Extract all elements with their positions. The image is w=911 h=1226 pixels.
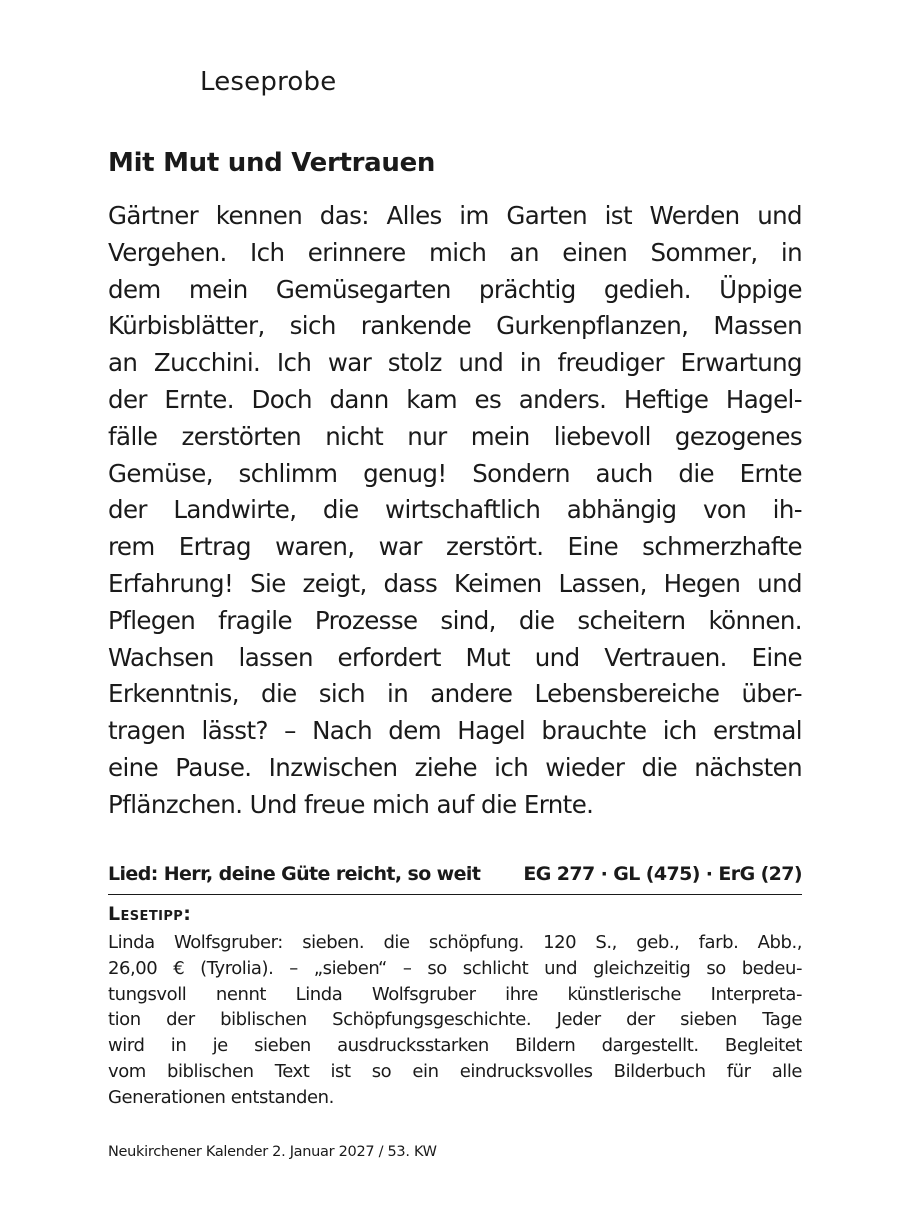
- body-line: an Zucchini. Ich war stolz und in freudiger Erwartung: [108, 348, 802, 378]
- section-divider: [108, 894, 802, 895]
- page-kicker: Leseprobe: [200, 67, 337, 97]
- body-line: Vergehen. Ich erinnere mich an einen Sommer, in: [108, 237, 802, 267]
- tip-line: Linda Wolfsgruber: sieben. die schöpfung. 120 S., geb., farb. Abb.,: [108, 932, 802, 953]
- page-footer: Neukirchener Kalender 2. Januar 2027 / 53. KW: [108, 1144, 437, 1160]
- article-title: Mit Mut und Vertrauen: [108, 148, 436, 178]
- body-line: eine Pause. Inzwischen ziehe ich wieder die nächsten: [108, 752, 802, 782]
- tip-line: 26,00 € (Tyrolia). – „sieben“ – so schlicht und gleichzeitig so bedeu-: [108, 957, 802, 979]
- article-body: [108, 198, 802, 824]
- body-line: Pflänzchen. Und freue mich auf die Ernte.: [108, 789, 594, 819]
- body-line: Pflegen fragile Prozesse sind, die scheitern können.: [108, 605, 802, 635]
- body-line: der Ernte. Doch dann kam es anders. Heftige Hagel-: [108, 384, 802, 414]
- body-line: der Landwirte, die wirtschaftlich abhängig von ih-: [108, 495, 802, 525]
- body-line: Wachsen lassen erfordert Mut und Vertrauen. Eine: [108, 642, 802, 672]
- song-line: [108, 860, 802, 888]
- body-line: Kürbisblätter, sich rankende Gurkenpflanzen, Massen: [108, 311, 802, 341]
- body-line: Erkenntnis, die sich in andere Lebensbereiche über-: [108, 679, 802, 709]
- body-line: rem Ertrag waren, war zerstört. Eine schmerzhafte: [108, 532, 802, 562]
- tip-line: wird in je sieben ausdrucksstarken Bildern dargestellt. Begleitet: [108, 1035, 802, 1057]
- body-line: dem mein Gemüsegarten prächtig gedieh. Üppige: [108, 274, 802, 304]
- tip-line: vom biblischen Text ist so ein eindrucksvolles Bilderbuch für alle: [108, 1060, 802, 1082]
- tip-line: tungsvoll nennt Linda Wolfsgruber ihre künstlerische Interpreta-: [108, 983, 802, 1005]
- body-line: Erfahrung! Sie zeigt, dass Keimen Lassen, Hegen und: [108, 568, 802, 598]
- reading-tip-body: [108, 930, 802, 1111]
- reading-tip-heading: Lesetipp:: [108, 903, 192, 925]
- body-line: tragen lässt? – Nach dem Hagel brauchte ich erstmal: [108, 716, 802, 746]
- body-line: Gärtner kennen das: Alles im Garten ist Werden und: [108, 201, 802, 230]
- song-label: Lied: Herr, deine Güte reicht, so weit: [108, 863, 481, 885]
- body-line: fälle zerstörten nicht nur mein liebevoll gezogenes: [108, 421, 802, 451]
- body-line: Gemüse, schlimm genug! Sondern auch die Ernte: [108, 458, 802, 488]
- tip-line: tion der biblischen Schöpfungsgeschichte. Jeder der sieben Tage: [108, 1009, 802, 1031]
- tip-line: Generationen entstanden.: [108, 1086, 334, 1108]
- song-references: EG 277 · GL (475) · ErG (27): [523, 863, 802, 885]
